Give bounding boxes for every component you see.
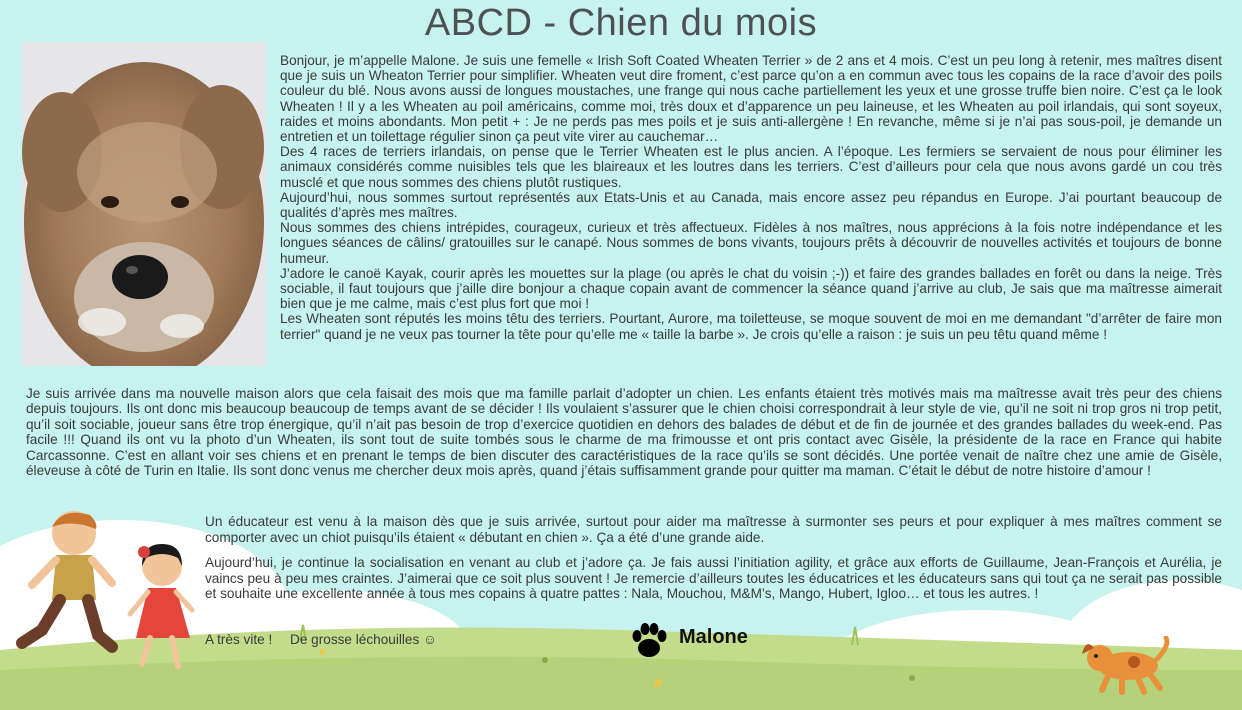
intro-text <box>280 53 1222 342</box>
lower-paragraph: Un éducateur est venu à la maison dès que je suis arrivée, surtout pour aider ma maîtresse à surmonter ses peurs et pour expliquer à mes maîtres comment se comporter avec un chiot puisqu’ils étaient « débutant en chien ». Ça a été d’une grande aide. <box>205 514 1222 545</box>
intro-paragraph: Aujourd’hui, nous sommes surtout représentés aux Etats-Unis et au Canada, mais encore assez peu répandus en Europe. J’ai pourtant beaucoup de qualités d’après mes maîtres. <box>280 189 1222 221</box>
page-title: ABCD - Chien du mois <box>424 2 818 44</box>
story-paragraph: Je suis arrivée dans ma nouvelle maison alors que cela faisait des mois que ma famille parlait d’adopter un chien. Les enfants étaient très motivés mais ma maîtresse avait très peur des chiens depuis toujours. Ils ont donc mis beaucoup beaucoup de temps avant de se décider ! Ils voulaient s’assurer que le chien choisi correspondrait à leur style de vie, qu’il ne soit ni trop gros ni trop petit, qu’il soit sociable, joueur sans être trop énergique, qu’il n’ait pas besoin de trop d’exercice quotidien en dehors des balades de début et de fin de journée et des grandes ballades du week-end. Pas facile !!! Quand ils ont vu la photo d’un Wheaten, ils sont tout de suite tombés sous le charme de ma frimousse et ont pris contact avec Gisèle, la présidente de la race en France qui habite Carcassonne. C’est en allant voir ses chiens et en prenant le temps de bien discuter des caractéristiques de la race qu’ils se sont décidés. Une portée venait de naître chez une amie de Gisèle, éleveuse à côté de Turin en Italie. Ils sont donc venus me chercher deux mois après, quand j’étais suffisamment grande pour quitter ma maman. C’était le début de notre histoire d’amour ! <box>26 386 1222 479</box>
dog-photo <box>22 42 266 366</box>
boy-illustration <box>12 505 122 655</box>
intro-paragraph: Nous sommes des chiens intrépides, courageux, curieux et très affectueux. Fidèles à nos maîtres, nous apprécions à la fois notre indépendance et les longues séances de câlins/ gratouilles sur le canapé. Nous sommes de bons vivants, toujours prêts à découvrir de nouvelles activités et toujours de bonne humeur. <box>280 220 1222 266</box>
signoff-kisses: De grosse léchouilles ☺ <box>290 632 437 647</box>
signature: Malone <box>679 626 748 648</box>
paw-icon <box>629 620 669 660</box>
intro-paragraph: J’adore le canoë Kayak, courir après les mouettes sur la plage (ou après le chat du voisin ;-)) et faire des grandes ballades en forêt ou dans la neige. Très sociable, il faut toujours que j’aille dire bonjour a chaque copain avant de commencer la séance quand j’arrive au club, Je sais que ma maîtresse aimerait bien que je me calme, mais c’est plus fort que moi ! <box>280 265 1222 312</box>
intro-paragraph: Bonjour, je m’appelle Malone. Je suis une femelle « Irish Soft Coated Wheaten Terrier » de 2 ans et 4 mois. C’est un peu long à retenir, mes maîtres disent que je suis un Wheaton Terrier pour simplifier. Wheaten veut dire froment, c’est parce qu’on a en commun avec tous les copains de la race d’avoir des poils couleur du blé. Nous avons aussi de longues moustaches, une frange qui nous cache partiellement les yeux et une grosse truffe bien noire. C’est ça le look Wheaten ! Il y a les Wheaten au poil américains, comme moi, très doux et d’apparence un peu laineuse, et les Wheaten au poil irlandais, qui sont soyeux, raides et moins abondants. Mon petit + : Je ne perds pas mes poils et je suis anti-allergène ! En revanche, même si je n’ai pas sous-poil, je demande un entretien et un toilettage régulier sinon ça peut vite virer au cauchemar… <box>280 53 1222 145</box>
signoff <box>205 632 451 647</box>
signoff-greeting: A très vite ! <box>205 632 273 647</box>
cartoon-dog-illustration <box>1078 636 1176 696</box>
girl-illustration <box>118 540 198 672</box>
lower-text <box>205 514 1222 612</box>
lower-paragraph: Aujourd’hui, je continue la socialisation en venant au club et j’adore ça. Je fais aussi l’initiation agility, et grâce aux efforts de Guillaume, Jean-François et Aurélia, je vaincs peu à peu mes craintes. J’aimerai que ce soit plus souvent ! Je remercie d’ailleurs toutes les éducatrices et les éducateurs sans qui tout ça ne serait pas possible et souhaite une excellente année à tous mes copains à quatre pattes : Nala, Mouchou, M&M’s, Mango, Hubert, Igloo… et tous les autres. ! <box>205 555 1222 602</box>
intro-paragraph: Des 4 races de terriers irlandais, on pense que le Terrier Wheaten est le plus ancien. A l’époque. Les fermiers se servaient de nous pour éliminer les animaux considérés comme nuisibles tels que les blaireaux et les loutres dans les terriers. C’est d’ailleurs pour cela que nous avons gardé un cou très musclé et que nous sommes des chiens plutôt rustiques. <box>280 144 1222 190</box>
intro-paragraph: Les Wheaten sont réputés les moins têtu des terriers. Pourtant, Aurore, ma toiletteuse, se moque souvent de moi en me demandant "d’arrêter de faire mon terrier" quand je ne veux pas tourner la tête pour qu’elle me « taille la barbe ». Je crois qu’elle a raison : je suis un peu têtu quand même ! <box>280 311 1222 342</box>
